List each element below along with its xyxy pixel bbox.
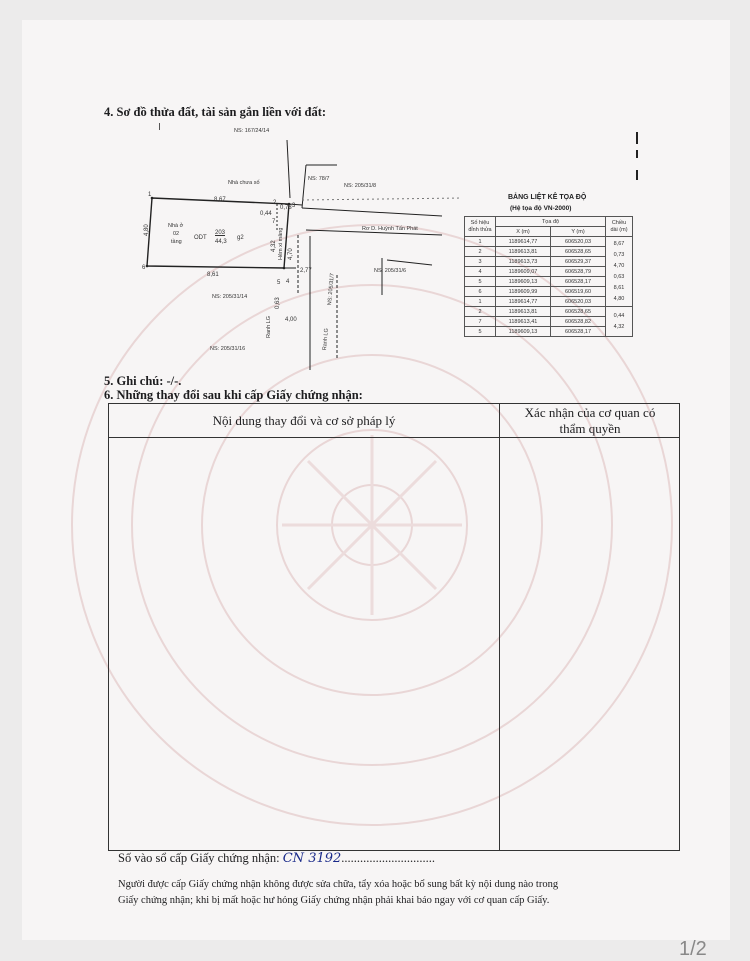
label-hem: Hẻm xi măng	[278, 227, 284, 260]
lengths-group-b	[606, 307, 633, 337]
cell-point: 1	[465, 297, 496, 307]
edge-mark	[636, 132, 638, 144]
length-value: 0,44	[613, 312, 625, 319]
label-ranh-lg-2: Ranh LG	[322, 328, 330, 351]
cell-point: 5	[465, 327, 496, 337]
label-nha-o-floors: 02	[173, 231, 180, 237]
dim-right: 4,32	[271, 240, 277, 252]
cell-y: 606529,37	[551, 257, 606, 267]
dim-0-44: 0,44	[260, 211, 272, 217]
footer-note-line1: Người được cấp Giấy chứng nhận không được sửa chữa, tẩy xóa hoặc bổ sung bất kỳ nội dung nào trong	[118, 879, 559, 890]
cell-y: 606528,17	[551, 277, 606, 287]
label-odt: ODT	[194, 235, 207, 241]
label-road: Rơ D. Huỳnh Tấn Phát	[362, 226, 418, 232]
column-header-authority	[499, 405, 681, 437]
cell-y: 606528,65	[551, 247, 606, 257]
registry-handwritten: CN 3192	[282, 851, 342, 866]
length-value: 0,73	[613, 251, 625, 258]
cell-x: 1189613,81	[496, 247, 551, 257]
cell-point: 4	[465, 267, 496, 277]
cell-x: 1189609,13	[496, 277, 551, 287]
coord-table-subtitle: (Hệ tọa độ VN-2000)	[510, 205, 572, 212]
column-divider	[499, 404, 500, 850]
coordinate-table	[464, 216, 633, 337]
cell-x: 1189613,81	[496, 307, 551, 317]
length-value: 4,32	[613, 323, 625, 330]
cell-y: 606528,82	[551, 317, 606, 327]
label-nha-o: Nhà ở	[168, 223, 184, 229]
page-number: 1/2	[679, 938, 707, 960]
dim-2-77: 2,77	[300, 268, 312, 274]
label-ns-205-31-7: NS: 205/31/7	[327, 273, 336, 306]
point-5: 5	[277, 280, 281, 286]
dim-0-63: 0,63	[275, 297, 281, 309]
label-ranh-lg-1: Ranh LG	[266, 315, 272, 338]
changes-table	[108, 403, 680, 851]
label-nha-o-tang: tầng	[171, 239, 182, 245]
footer-note-line2: Giấy chứng nhận; khi bị mất hoặc hư hỏng Giấy chứng nhận phải khai báo ngay với cơ quan cấp Giấy.	[118, 895, 550, 906]
cell-x: 1189609,99	[496, 287, 551, 297]
header-divider	[109, 437, 679, 438]
column-header-changes: Nội dung thay đổi và cơ sở pháp lý	[212, 413, 396, 428]
point-4: 4	[286, 279, 290, 285]
parcel-diagram	[132, 120, 472, 370]
cell-x: 1189613,41	[496, 317, 551, 327]
label-ns-205-31-16: NS: 205/31/16	[210, 346, 246, 352]
label-odt-den: 44,3	[215, 239, 227, 245]
cell-x: 1189614,77	[496, 237, 551, 247]
cell-point: 2	[465, 247, 496, 257]
point-7: 7	[272, 219, 276, 225]
authority-header-line2: thẩm quyền	[559, 421, 621, 436]
dim-4-00: 4,00	[285, 317, 297, 323]
dim-top: 8,67	[214, 197, 226, 203]
section-6-title: 6. Những thay đổi sau khi cấp Giấy chứng nhận:	[104, 388, 363, 402]
point-6: 6	[142, 265, 146, 271]
label-nha-chua-so: Nhà chưa số	[228, 180, 260, 186]
cell-point: 5	[465, 277, 496, 287]
coord-head-length: Chiều dài (m)	[606, 217, 633, 237]
registry-label: Số vào sổ cấp Giấy chứng nhận:	[118, 851, 280, 865]
cell-x: 1189613,73	[496, 257, 551, 267]
cell-point: 1	[465, 237, 496, 247]
coord-table-title: BẢNG LIỆT KÊ TỌA ĐỘ	[508, 194, 587, 201]
authority-header-line1: Xác nhận của cơ quan có	[524, 405, 656, 420]
length-value: 0,63	[613, 273, 625, 280]
lengths-group-a	[606, 237, 633, 307]
cell-point: 6	[465, 287, 496, 297]
label-ns-205-31-8-top: NS: 205/31/8	[344, 183, 377, 189]
edge-mark	[636, 150, 638, 158]
cell-point: 7	[465, 317, 496, 327]
cell-point: 2	[465, 307, 496, 317]
cell-point: 3	[465, 257, 496, 267]
cell-x: 1189614,77	[496, 297, 551, 307]
cell-y: 606519,60	[551, 287, 606, 297]
section-4-title: 4. Sơ đồ thửa đất, tài sản gắn liền với đất:	[104, 105, 327, 119]
label-parcel-code: g2	[237, 235, 244, 241]
document-page	[22, 20, 730, 940]
cell-y: 606520,03	[551, 297, 606, 307]
length-value: 8,61	[613, 284, 625, 291]
dim-0-73: 0,73	[280, 205, 292, 211]
cell-y: 606520,03	[551, 237, 606, 247]
edge-mark	[636, 170, 638, 180]
section-5-title: 5. Ghi chú: -/-.	[104, 374, 182, 388]
table-row	[465, 307, 633, 317]
table-row	[465, 237, 633, 247]
registry-number-line	[118, 851, 435, 866]
label-odt-num: 203	[215, 230, 226, 236]
label-ns-top: NS: 167/24/14	[234, 128, 270, 134]
cell-x: 1189609,13	[496, 327, 551, 337]
dim-bottom: 8,61	[207, 272, 219, 278]
label-ns-205-31-14: NS: 205/31/14	[212, 294, 248, 300]
coord-head-point: Số hiệu đỉnh thửa	[465, 217, 496, 237]
length-value: 4,80	[613, 295, 625, 302]
dim-left: 4,80	[144, 224, 150, 236]
cell-y: 606528,79	[551, 267, 606, 277]
label-ns-78: NS: 78/7	[308, 176, 330, 182]
dim-4-70: 4,70	[288, 248, 294, 260]
coord-head-x: X (m)	[496, 227, 551, 237]
point-1: 1	[148, 192, 152, 198]
cell-x: 1189609,07	[496, 267, 551, 277]
length-value: 4,70	[613, 262, 625, 269]
coord-head-y: Y (m)	[551, 227, 606, 237]
point-3: 3	[292, 203, 296, 209]
point-2: 2	[273, 200, 277, 206]
length-value: 8,67	[613, 240, 625, 247]
cell-y: 606528,65	[551, 307, 606, 317]
coord-head-coord: Tọa độ	[496, 217, 606, 227]
registry-dots: ..............................	[341, 851, 436, 865]
label-ns-205-31-6: NS: 205/31/6	[374, 268, 407, 274]
cell-y: 606528,17	[551, 327, 606, 337]
